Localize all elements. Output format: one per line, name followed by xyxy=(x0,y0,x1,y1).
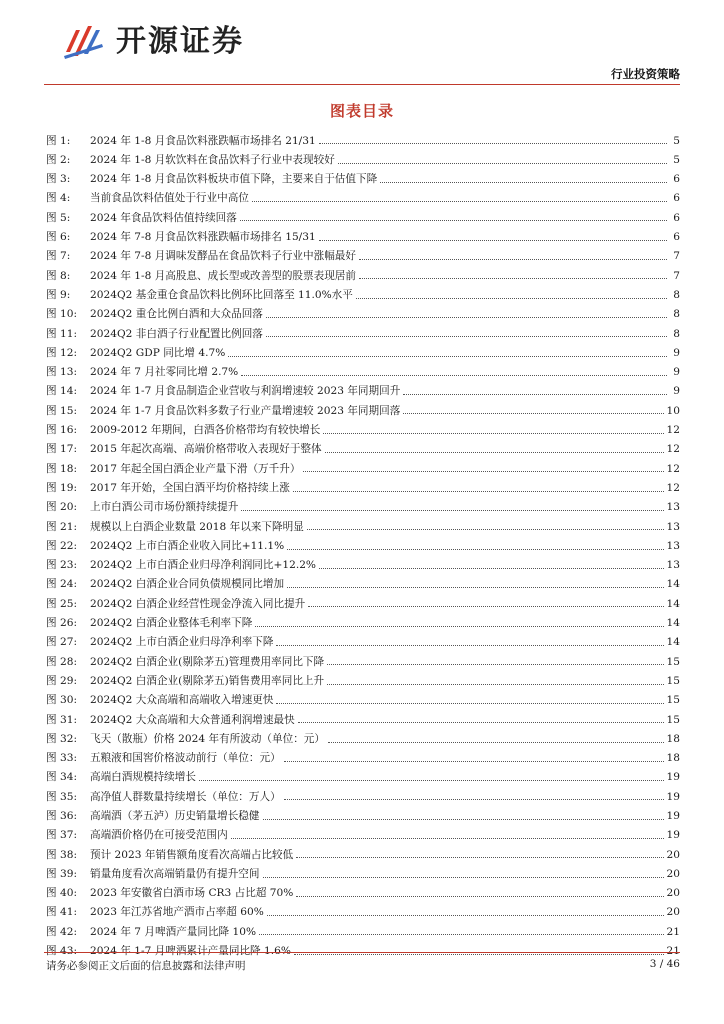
toc-entry-page[interactable]: 20 xyxy=(666,906,680,919)
toc-entry-page[interactable]: 5 xyxy=(673,134,680,147)
toc-entry-number: 图 9: xyxy=(46,288,71,301)
toc-entry-number: 图 1: xyxy=(46,134,71,147)
toc-entry[interactable] xyxy=(46,610,680,629)
toc-entry[interactable] xyxy=(46,746,680,765)
toc-entry-number: 图 15: xyxy=(46,404,78,417)
toc-entry-title[interactable]: 五粮液和国窖价格波动前行（单位：元） xyxy=(90,752,281,765)
toc-entry-number: 图 5: xyxy=(46,211,71,224)
toc-entry-number: 图 29: xyxy=(46,674,78,687)
toc-entry[interactable] xyxy=(46,765,680,784)
toc-entry[interactable] xyxy=(46,360,680,379)
toc-entry[interactable] xyxy=(46,919,680,938)
toc-entry-page[interactable]: 6 xyxy=(673,211,680,224)
toc-entry-number: 图 31: xyxy=(46,713,78,726)
toc-entry-number: 图 35: xyxy=(46,790,78,803)
toc-entry-number: 图 27: xyxy=(46,636,78,649)
toc-entry[interactable] xyxy=(46,340,680,359)
toc-entry[interactable] xyxy=(46,282,680,301)
toc-entry[interactable] xyxy=(46,803,680,822)
toc-leader-dots xyxy=(359,259,667,260)
toc-leader-dots xyxy=(267,915,664,916)
toc-leader-dots xyxy=(380,182,667,183)
toc-entry-title[interactable]: 2024 年 7 月社零同比增 2.7% xyxy=(90,366,239,379)
toc-entry-page[interactable]: 9 xyxy=(673,385,680,398)
toc-entry-number: 图 14: xyxy=(46,385,78,398)
toc-entry-title[interactable]: 2024Q2 白酒企业合同负债规模同比增加 xyxy=(90,578,285,591)
toc-entry-number: 图 6: xyxy=(46,231,71,244)
toc-entry[interactable] xyxy=(46,572,680,591)
toc-entry-number: 图 13: xyxy=(46,366,78,379)
toc-entry-number: 图 36: xyxy=(46,809,78,822)
toc-entry-number: 图 37: xyxy=(46,829,78,842)
toc-entry-number: 图 11: xyxy=(46,327,78,340)
toc-entry-title[interactable]: 2023 年江苏省地产酒市占率超 60% xyxy=(90,906,264,919)
toc-entry[interactable] xyxy=(46,437,680,456)
toc-entry-number: 图 3: xyxy=(46,173,71,186)
toc-entry-page[interactable]: 9 xyxy=(673,346,680,359)
toc-entry-number: 图 4: xyxy=(46,192,71,205)
toc-entry-page[interactable]: 7 xyxy=(673,269,680,282)
toc-leader-dots xyxy=(240,220,667,221)
toc-entry-page[interactable]: 14 xyxy=(666,597,680,610)
toc-entry-title[interactable]: 预计 2023 年销售额角度看次高端占比较低 xyxy=(90,848,294,861)
toc-entry[interactable] xyxy=(46,591,680,610)
toc-entry-page[interactable]: 12 xyxy=(666,462,680,475)
toc-entry[interactable] xyxy=(46,668,680,687)
toc-entry-title[interactable]: 2017 年开始，全国白酒平均价格持续上涨 xyxy=(90,481,290,494)
toc-entry-page[interactable]: 15 xyxy=(666,674,680,687)
toc-entry-title[interactable]: 当前食品饮料估值处于行业中高位 xyxy=(90,192,249,205)
toc-entry-page[interactable]: 8 xyxy=(673,308,680,321)
toc-entry-title[interactable]: 2024 年 7-8 月食品饮料涨跌幅市场排名 15/31 xyxy=(90,231,316,244)
toc-entry-title[interactable]: 2023 年安徽省白酒市场 CR3 占比超 70% xyxy=(90,887,294,900)
toc-leader-dots xyxy=(266,336,667,337)
toc-leader-dots xyxy=(199,780,664,781)
toc-entry-page[interactable]: 14 xyxy=(666,636,680,649)
toc-leader-dots xyxy=(298,722,664,723)
toc-entry-title[interactable]: 2024 年 1-8 月食品饮料涨跌幅市场排名 21/31 xyxy=(90,134,316,147)
toc-leader-dots xyxy=(319,143,667,144)
toc-entry-title[interactable]: 2024 年 7-8 月调味发酵品在食品饮料子行业中涨幅最好 xyxy=(90,250,356,263)
toc-entry[interactable] xyxy=(46,514,680,533)
toc-entry-number: 图 20: xyxy=(46,501,78,514)
toc-leader-dots xyxy=(296,857,663,858)
toc-leader-dots xyxy=(308,606,663,607)
toc-leader-dots xyxy=(276,703,663,704)
toc-entry-number: 图 25: xyxy=(46,597,78,610)
toc-entry-page[interactable]: 12 xyxy=(666,443,680,456)
toc-entry-title[interactable]: 2024 年 1-8 月高股息、成长型或改善型的股票表现居前 xyxy=(90,269,356,282)
toc-leader-dots xyxy=(287,587,663,588)
toc-leader-dots xyxy=(325,452,664,453)
toc-entry-title[interactable]: 上市白酒公司市场份额持续提升 xyxy=(90,501,239,514)
toc-leader-dots xyxy=(263,819,664,820)
toc-leader-dots xyxy=(356,298,667,299)
toc-entry-number: 图 7: xyxy=(46,250,71,263)
toc-entry-page[interactable]: 13 xyxy=(666,520,680,533)
toc-entry-page[interactable]: 6 xyxy=(673,173,680,186)
toc-entry-title[interactable]: 2024Q2 上市白酒企业归母净利率下降 xyxy=(90,636,274,649)
toc-entry[interactable] xyxy=(46,398,680,417)
toc-entry-page[interactable]: 20 xyxy=(666,887,680,900)
toc-entry-page[interactable]: 9 xyxy=(673,366,680,379)
toc-entry-number: 图 30: xyxy=(46,694,78,707)
toc-entry-page[interactable]: 15 xyxy=(666,655,680,668)
toc-entry[interactable] xyxy=(46,630,680,649)
toc-entry-title[interactable]: 2024Q2 白酒企业(剔除茅五)管理费用率同比下降 xyxy=(90,655,325,668)
toc-entry[interactable] xyxy=(46,186,680,205)
toc-entry-page[interactable]: 6 xyxy=(673,231,680,244)
footer-disclaimer: 请务必参阅正文后面的信息披露和法律声明 xyxy=(46,960,246,972)
company-logo xyxy=(62,18,244,66)
toc-entry[interactable] xyxy=(46,379,680,398)
toc-entry[interactable] xyxy=(46,417,680,436)
toc-entry-number: 图 24: xyxy=(46,578,78,591)
toc-entry-number: 图 16: xyxy=(46,424,78,437)
toc-leader-dots xyxy=(319,240,667,241)
toc-entry-title[interactable]: 2015 年起次高端、高端价格带收入表现好于整体 xyxy=(90,443,322,456)
toc-leader-dots xyxy=(403,413,663,414)
toc-entry-title[interactable]: 2024Q2 基金重仓食品饮料比例环比回落至 11.0%水平 xyxy=(90,288,353,301)
toc-title: 图表目录 xyxy=(329,102,394,120)
toc-entry[interactable] xyxy=(46,128,680,147)
toc-entry-title[interactable]: 2024 年 1-8 月食品饮料板块市值下降，主要来自于估值下降 xyxy=(90,173,378,186)
toc-entry[interactable] xyxy=(46,302,680,321)
toc-entry[interactable] xyxy=(46,881,680,900)
toc-entry-number: 图 28: xyxy=(46,655,78,668)
toc-entry-page[interactable]: 21 xyxy=(666,925,680,938)
toc-entry-page[interactable]: 13 xyxy=(666,559,680,572)
toc-entry[interactable] xyxy=(46,167,680,186)
toc-entry-page[interactable]: 12 xyxy=(666,481,680,494)
toc-entry-page[interactable]: 6 xyxy=(673,192,680,205)
toc-entry-number: 图 32: xyxy=(46,732,78,745)
toc-leader-dots xyxy=(255,626,663,627)
toc-entry[interactable] xyxy=(46,224,680,243)
footer-divider xyxy=(44,952,680,953)
toc-entry[interactable] xyxy=(46,707,680,726)
toc-leader-dots xyxy=(266,317,667,318)
toc-entry[interactable] xyxy=(46,726,680,745)
toc-list xyxy=(46,128,680,958)
toc-entry[interactable] xyxy=(46,938,680,957)
toc-entry-title[interactable]: 高端白酒规模持续增长 xyxy=(90,771,196,784)
toc-leader-dots xyxy=(307,529,664,530)
toc-leader-dots xyxy=(276,645,663,646)
toc-entry-number: 图 12: xyxy=(46,346,78,359)
toc-leader-dots xyxy=(359,278,667,279)
toc-entry-title[interactable]: 2024Q2 上市白酒企业归母净利润同比+12.2% xyxy=(90,559,317,572)
toc-entry-page[interactable]: 20 xyxy=(666,848,680,861)
toc-entry[interactable] xyxy=(46,649,680,668)
toc-entry[interactable] xyxy=(46,900,680,919)
toc-leader-dots xyxy=(231,838,664,839)
toc-entry-title[interactable]: 2024 年食品饮料估值持续回落 xyxy=(90,211,237,224)
toc-leader-dots xyxy=(241,510,663,511)
toc-entry-title[interactable]: 2024Q2 GDP 同比增 4.7% xyxy=(90,346,226,359)
toc-entry-page[interactable]: 13 xyxy=(666,501,680,514)
toc-entry-title[interactable]: 2024Q2 白酒企业经营性现金净流入同比提升 xyxy=(90,597,306,610)
toc-entry[interactable] xyxy=(46,244,680,263)
toc-entry-title[interactable]: 2024Q2 白酒企业(剔除茅五)销售费用率同比上升 xyxy=(90,674,325,687)
toc-entry[interactable] xyxy=(46,842,680,861)
toc-entry[interactable] xyxy=(46,533,680,552)
toc-entry[interactable] xyxy=(46,861,680,880)
toc-entry-number: 图 42: xyxy=(46,925,78,938)
toc-entry[interactable] xyxy=(46,321,680,340)
toc-entry-number: 图 8: xyxy=(46,269,71,282)
toc-entry[interactable] xyxy=(46,205,680,224)
toc-entry-title[interactable]: 飞天（散瓶）价格 2024 年有所波动（单位：元） xyxy=(90,732,325,745)
toc-entry-number: 图 38: xyxy=(46,848,78,861)
toc-entry-title[interactable]: 高净值人群数量持续增长（单位：万人） xyxy=(90,790,281,803)
toc-entry-title[interactable]: 2024 年 1-7 月啤酒累计产量同比降 1.6% xyxy=(90,945,291,958)
toc-entry-page[interactable]: 5 xyxy=(673,153,680,166)
toc-entry-page[interactable]: 13 xyxy=(666,539,680,552)
toc-entry-page[interactable]: 10 xyxy=(666,404,680,417)
toc-entry-title[interactable]: 2024Q2 大众高端和高端收入增速更快 xyxy=(90,694,274,707)
toc-leader-dots xyxy=(284,761,664,762)
toc-entry-page[interactable]: 12 xyxy=(666,424,680,437)
toc-entry-page[interactable]: 21 xyxy=(666,945,680,958)
toc-entry[interactable] xyxy=(46,553,680,572)
toc-leader-dots xyxy=(327,664,663,665)
toc-entry-page[interactable]: 15 xyxy=(666,713,680,726)
toc-leader-dots xyxy=(403,394,667,395)
toc-leader-dots xyxy=(294,954,664,955)
toc-entry-number: 图 21: xyxy=(46,520,78,533)
toc-entry-title[interactable]: 2024 年 1-8 月软饮料在食品饮料子行业中表现较好 xyxy=(90,153,335,166)
toc-entry-number: 图 41: xyxy=(46,906,78,919)
toc-entry-number: 图 40: xyxy=(46,887,78,900)
toc-entry-title[interactable]: 高端酒（茅五泸）历史销量增长稳健 xyxy=(90,809,260,822)
toc-entry-page[interactable]: 15 xyxy=(666,694,680,707)
toc-entry[interactable] xyxy=(46,688,680,707)
toc-entry-page[interactable]: 7 xyxy=(673,250,680,263)
toc-entry-page[interactable]: 8 xyxy=(673,327,680,340)
toc-leader-dots xyxy=(241,375,667,376)
report-type-label: 行业投资策略 xyxy=(611,67,680,81)
toc-leader-dots xyxy=(228,356,667,357)
toc-entry-number: 图 19: xyxy=(46,481,78,494)
toc-entry-number: 图 17: xyxy=(46,443,78,456)
toc-entry[interactable] xyxy=(46,456,680,475)
toc-entry-page[interactable]: 14 xyxy=(666,617,680,630)
toc-entry-page[interactable]: 20 xyxy=(666,867,680,880)
toc-leader-dots xyxy=(323,433,663,434)
toc-entry-number: 图 39: xyxy=(46,867,78,880)
toc-entry[interactable] xyxy=(46,784,680,803)
toc-entry-title[interactable]: 2017 年起全国白酒企业产量下滑（万千升） xyxy=(90,462,301,475)
toc-entry-number: 图 22: xyxy=(46,539,78,552)
toc-entry-page[interactable]: 8 xyxy=(673,288,680,301)
toc-entry-title[interactable]: 2024Q2 白酒企业整体毛利率下降 xyxy=(90,617,253,630)
toc-leader-dots xyxy=(259,934,663,935)
toc-entry-page[interactable]: 19 xyxy=(666,809,680,822)
toc-entry-title[interactable]: 2024Q2 非白酒子行业配置比例回落 xyxy=(90,327,263,340)
toc-entry[interactable] xyxy=(46,823,680,842)
toc-entry-page[interactable]: 18 xyxy=(666,752,680,765)
logo-mark-icon xyxy=(62,22,106,62)
toc-entry-title[interactable]: 2024 年 1-7 月食品制造企业营收与利润增速较 2023 年同期回升 xyxy=(90,385,401,398)
toc-leader-dots xyxy=(263,877,664,878)
toc-entry[interactable] xyxy=(46,263,680,282)
toc-entry-number: 图 10: xyxy=(46,308,78,321)
toc-leader-dots xyxy=(287,549,663,550)
toc-entry-page[interactable]: 14 xyxy=(666,578,680,591)
toc-entry-title[interactable]: 2024Q2 大众高端和大众普通利润增速最快 xyxy=(90,713,295,726)
toc-leader-dots xyxy=(303,471,663,472)
header-divider xyxy=(44,84,680,85)
toc-entry-number: 图 33: xyxy=(46,752,78,765)
toc-entry-number: 图 23: xyxy=(46,559,78,572)
toc-leader-dots xyxy=(338,163,667,164)
page-number: 3 / 46 xyxy=(649,958,680,970)
toc-leader-dots xyxy=(293,491,664,492)
toc-leader-dots xyxy=(252,201,667,202)
toc-entry-title[interactable]: 2024 年 1-7 月食品饮料多数子行业产量增速较 2023 年同期回落 xyxy=(90,404,401,417)
toc-entry[interactable] xyxy=(46,475,680,494)
toc-entry-page[interactable]: 19 xyxy=(666,771,680,784)
toc-entry-title[interactable]: 销量角度看次高端销量仍有提升空间 xyxy=(90,867,260,880)
toc-leader-dots xyxy=(296,896,663,897)
toc-entry-number: 图 43: xyxy=(46,945,78,958)
toc-entry-page[interactable]: 19 xyxy=(666,790,680,803)
toc-entry-number: 图 26: xyxy=(46,617,78,630)
toc-entry-number: 图 34: xyxy=(46,771,78,784)
toc-leader-dots xyxy=(284,799,664,800)
toc-entry-title[interactable]: 2024Q2 上市白酒企业收入同比+11.1% xyxy=(90,539,285,552)
toc-entry-page[interactable]: 19 xyxy=(666,829,680,842)
toc-entry-title[interactable]: 高端酒价格仍在可接受范围内 xyxy=(90,829,228,842)
toc-entry-number: 图 2: xyxy=(46,153,71,166)
toc-leader-dots xyxy=(328,742,664,743)
toc-entry-title[interactable]: 2024Q2 重仓比例白酒和大众品回落 xyxy=(90,308,263,321)
toc-entry-title[interactable]: 2024 年 7 月啤酒产量同比降 10% xyxy=(90,925,257,938)
toc-entry-number: 图 18: xyxy=(46,462,78,475)
toc-entry-title[interactable]: 规模以上白酒企业数量 2018 年以来下降明显 xyxy=(90,520,304,533)
toc-entry-page[interactable]: 18 xyxy=(666,732,680,745)
toc-leader-dots xyxy=(327,684,663,685)
logo-text: 开源证券 xyxy=(116,24,244,59)
toc-entry-title[interactable]: 2009-2012 年期间，白酒各价格带均有较快增长 xyxy=(90,424,321,437)
toc-entry[interactable] xyxy=(46,495,680,514)
toc-entry[interactable] xyxy=(46,147,680,166)
toc-leader-dots xyxy=(319,568,664,569)
